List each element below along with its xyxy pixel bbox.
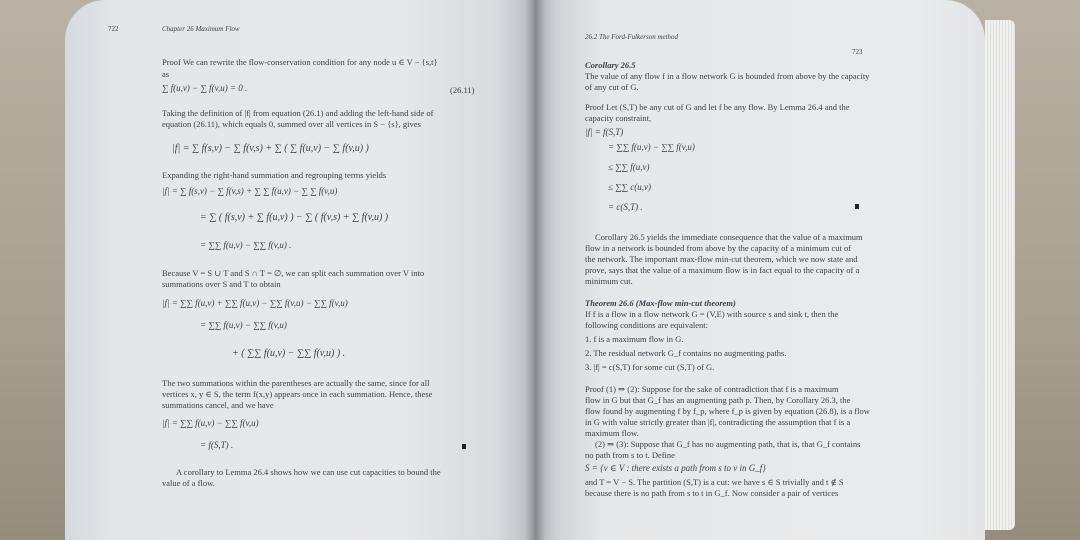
qed-mark <box>462 444 466 449</box>
text-line: The value of any flow f in a flow network G is bounded from above by the capacity <box>585 71 870 81</box>
text-line: capacity constraint, <box>585 113 652 123</box>
text-line: Proof Let (S,T) be any cut of G and let f be any flow. By Lemma 26.4 and the <box>585 102 850 112</box>
equation: = ∑∑ f(u,v) − ∑∑ f(v,u) <box>608 142 695 152</box>
text-line: of any cut of G. <box>585 82 639 92</box>
equation: = c(S,T) . <box>608 202 643 212</box>
text-line: A corollary to Lemma 26.4 shows how we can use cut capacities to bound the <box>176 467 441 477</box>
text-line: The two summations within the parentheses are actually the same, since for all <box>162 378 430 388</box>
theorem-heading: Theorem 26.6 (Max-flow min-cut theorem) <box>585 298 736 308</box>
equation: = ∑∑ f(u,v) − ∑∑ f(v,u) <box>200 320 287 330</box>
equation: S = {v ∈ V : there exists a path from s to v in G_f} <box>585 463 766 473</box>
text-line: flow in a network is bounded from above by the capacity of a minimum cut of <box>585 243 852 253</box>
text-line: minimum cut. <box>585 276 633 286</box>
equation: |f| = ∑∑ f(u,v) − ∑∑ f(v,u) <box>162 418 259 428</box>
text-line: value of a flow. <box>162 478 215 488</box>
list-item: 3. |f| = c(S,T) for some cut (S,T) of G. <box>585 362 715 372</box>
text-line: maximum flow. <box>585 428 639 438</box>
page-number: 723 <box>852 48 863 56</box>
equation: |f| = ∑∑ f(u,v) + ∑∑ f(u,v) − ∑∑ f(v,u) − ∑∑ f(v,u) <box>162 298 348 308</box>
list-item: 2. The residual network G_f contains no augmenting paths. <box>585 348 787 358</box>
text-line: flow in G but that G_f has an augmenting path p. Then, by Corollary 26.3, the <box>585 395 851 405</box>
equation: = ∑∑ f(u,v) − ∑∑ f(v,u) . <box>200 240 292 250</box>
text-line: vertices x, y ∈ S, the term f(x,y) appears once in each summation. Hence, these <box>162 389 433 399</box>
equation: |f| = f(S,T) <box>585 127 624 137</box>
corollary-heading: Corollary 26.5 <box>585 60 636 70</box>
equation: = ∑ ( f(s,v) + ∑ f(u,v) ) − ∑ ( f(v,s) + ∑ f(v,u) ) <box>200 212 389 223</box>
equation-number: (26.11) <box>450 85 475 95</box>
text-line: Expanding the right-hand summation and regrouping terms yields <box>162 170 387 180</box>
text-line: Proof (1) ⇒ (2): Suppose for the sake of contradiction that f is a maximum <box>585 384 839 394</box>
equation: = f(S,T) . <box>200 440 234 450</box>
text-line: following conditions are equivalent: <box>585 320 708 330</box>
text-line: prove, says that the value of a maximum flow is in fact equal to the capacity of a <box>585 265 860 275</box>
page-edges <box>985 20 1015 530</box>
running-head: 26.2 The Ford-Fulkerson method <box>585 33 679 41</box>
text-line: summations cancel, and we have <box>162 400 274 410</box>
text-line: no path from s to t. Define <box>585 450 675 460</box>
text-line: Taking the definition of |f| from equation (26.1) and adding the left-hand side of <box>162 108 434 118</box>
text-line: If f is a flow in a flow network G = (V,E) with source s and sink t, then the <box>585 309 839 319</box>
text-line: flow found by augmenting f by f_p, where f_p is given by equation (26.8), is a flow <box>585 406 870 416</box>
text-line: Because V = S ∪ T and S ∩ T = ∅, we can split each summation over V into <box>162 268 425 278</box>
equation: ≤ ∑∑ c(u,v) <box>608 182 652 192</box>
equation: + ( ∑∑ f(u,v) − ∑∑ f(v,u) ) . <box>232 348 346 359</box>
text-line: as <box>162 69 170 79</box>
text-line: the network. The important max-flow min-cut theorem, which we now state and <box>585 254 858 264</box>
text-line: (2) ⇒ (3): Suppose that G_f has no augmenting path, that is, that G_f contains <box>595 439 861 449</box>
equation: |f| = ∑ f(s,v) − ∑ f(v,s) + ∑ ( ∑ f(u,v) − ∑ f(v,u) ) <box>172 143 369 154</box>
text-line: because there is no path from s to t in G_f. Now consider a pair of vertices <box>585 488 839 498</box>
equation: ≤ ∑∑ f(u,v) <box>608 162 650 172</box>
qed-mark <box>855 204 859 209</box>
text-line: Corollary 26.5 yields the immediate consequence that the value of a maximum <box>595 232 863 242</box>
text-line: in G with value strictly greater than |f|, contradicting the assumption that f is a <box>585 417 851 427</box>
equation: ∑ f(u,v) − ∑ f(v,u) = 0 . <box>162 83 248 93</box>
list-item: 1. f is a maximum flow in G. <box>585 334 684 344</box>
book-gutter <box>525 0 545 540</box>
text-line: Proof We can rewrite the flow-conservation condition for any node u ∈ V − {s,t} <box>162 57 438 67</box>
equation: |f| = ∑ f(s,v) − ∑ f(v,s) + ∑ ∑ f(u,v) − ∑ ∑ f(v,u) <box>162 186 338 196</box>
running-head: Chapter 26 Maximum Flow <box>162 25 240 33</box>
text-line: equation (26.11), which equals 0, summed over all vertices in S − {s}, gives <box>162 119 421 129</box>
text-line: summations over S and T to obtain <box>162 279 281 289</box>
text-line: and T = V − S. The partition (S,T) is a cut: we have s ∈ S trivially and t ∉ S <box>585 477 844 487</box>
page-number: 722 <box>108 25 119 33</box>
